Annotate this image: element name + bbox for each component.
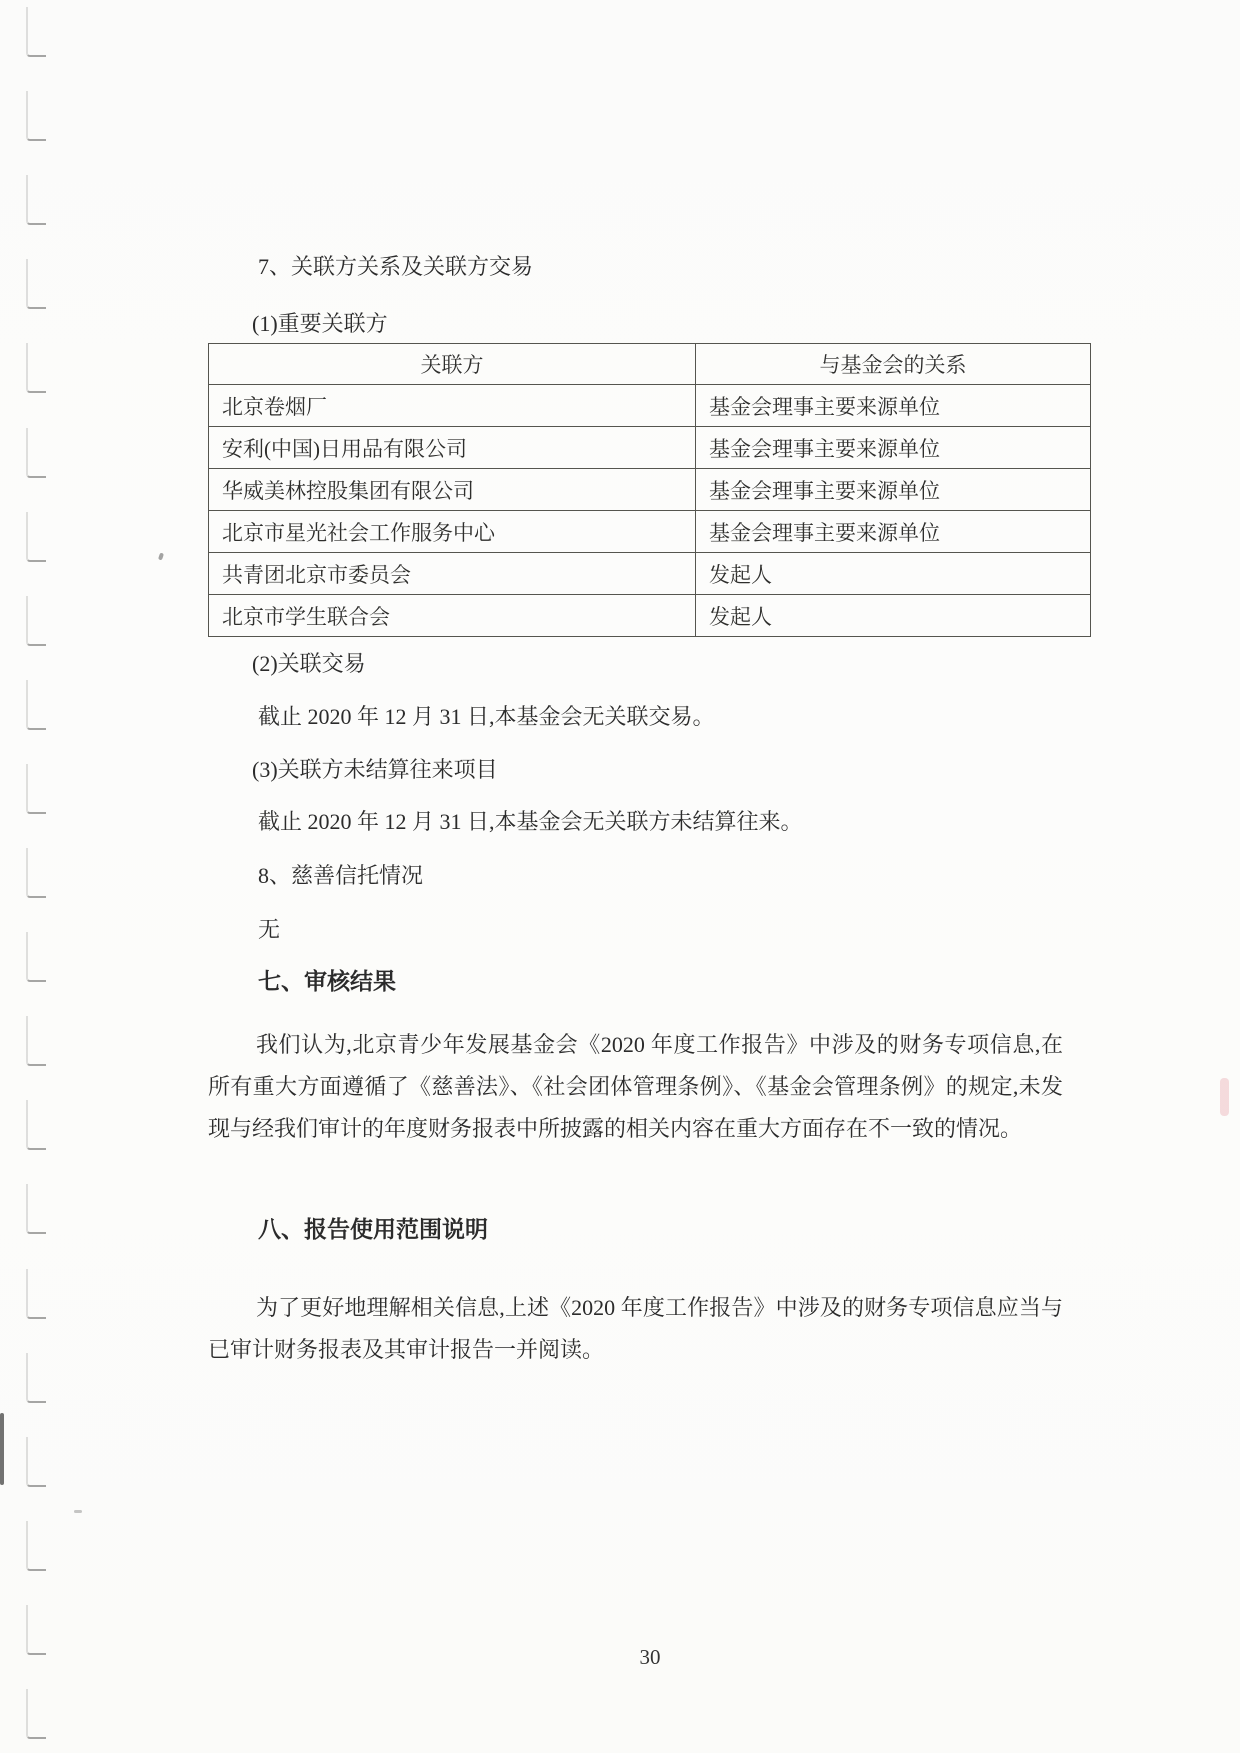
table-row: [209, 427, 1091, 469]
scan-speck: [74, 1510, 82, 1513]
scan-speck: [1220, 1078, 1229, 1116]
section-8-heading: 8、慈善信托情况: [258, 863, 424, 888]
page-number: 30: [639, 1645, 661, 1669]
relationship-cell: 基金会理事主要来源单位: [696, 469, 1091, 511]
binder-mark: [26, 1437, 46, 1487]
binder-mark: [26, 259, 46, 309]
scan-edge-artifact: [0, 1413, 4, 1485]
binder-mark: [26, 1521, 46, 1571]
binder-mark: [26, 175, 46, 225]
relationship-cell: 基金会理事主要来源单位: [696, 427, 1091, 469]
related-party-cell: 北京市学生联合会: [209, 595, 696, 637]
related-party-cell: 北京卷烟厂: [209, 385, 696, 427]
binder-mark: [26, 1269, 46, 1319]
related-parties-table: [208, 343, 1091, 637]
table-row: [209, 469, 1091, 511]
binder-mark: [26, 7, 46, 57]
related-party-cell: 华威美林控股集团有限公司: [209, 469, 696, 511]
review-result-heading: 七、审核结果: [258, 969, 396, 994]
binder-mark: [26, 1016, 46, 1066]
subsection-3-heading: (3)关联方未结算往来项目: [252, 757, 498, 782]
column-header-relationship: 与基金会的关系: [696, 344, 1091, 385]
binder-mark: [26, 680, 46, 730]
section-7-heading: 7、关联方关系及关联方交易: [258, 254, 534, 279]
review-result-paragraph: 我们认为,北京青少年发展基金会《2020 年度工作报告》中涉及的财务专项信息,在所有重大方面遵循了《慈善法》、《社会团体管理条例》、《基金会管理条例》的规定,未发现与经我们审计的年度财务报表中所披露的相关内容在重大方面存在不一致的情况。: [208, 1032, 1063, 1141]
table-row: [209, 385, 1091, 427]
binder-mark: [26, 596, 46, 646]
binder-mark: [26, 512, 46, 562]
relationship-cell: 发起人: [696, 553, 1091, 595]
scan-speck: [158, 553, 164, 561]
binder-mark: [26, 1353, 46, 1403]
table-header-row: [209, 344, 1091, 385]
table-row: [209, 553, 1091, 595]
binder-mark: [26, 848, 46, 898]
binder-mark: [26, 932, 46, 982]
relationship-cell: 发起人: [696, 595, 1091, 637]
related-party-cell: 安利(中国)日用品有限公司: [209, 427, 696, 469]
report-scope-heading: 八、报告使用范围说明: [258, 1217, 488, 1242]
related-party-cell: 北京市星光社会工作服务中心: [209, 511, 696, 553]
table-row: [209, 595, 1091, 637]
binder-mark: [26, 1605, 46, 1655]
subsection-1-heading: (1)重要关联方: [252, 311, 388, 336]
report-scope-paragraph: 为了更好地理解相关信息,上述《2020 年度工作报告》中涉及的财务专项信息应当与已审计财务报表及其审计报告一并阅读。: [208, 1295, 1063, 1362]
binder-mark: [26, 1689, 46, 1739]
subsection-2-heading: (2)关联交易: [252, 651, 366, 676]
binder-mark: [26, 1184, 46, 1234]
section-8-statement: 无: [258, 917, 281, 942]
related-party-cell: 共青团北京市委员会: [209, 553, 696, 595]
subsection-2-statement: 截止 2020 年 12 月 31 日,本基金会无关联交易。: [258, 704, 715, 729]
subsection-3-statement: 截止 2020 年 12 月 31 日,本基金会无关联方未结算往来。: [258, 809, 803, 834]
binder-mark: [26, 91, 46, 141]
binder-mark: [26, 764, 46, 814]
binder-mark: [26, 343, 46, 393]
binder-mark: [26, 1100, 46, 1150]
table-row: [209, 511, 1091, 553]
binder-mark: [26, 428, 46, 478]
relationship-cell: 基金会理事主要来源单位: [696, 511, 1091, 553]
column-header-related-party: 关联方: [209, 344, 696, 385]
relationship-cell: 基金会理事主要来源单位: [696, 385, 1091, 427]
